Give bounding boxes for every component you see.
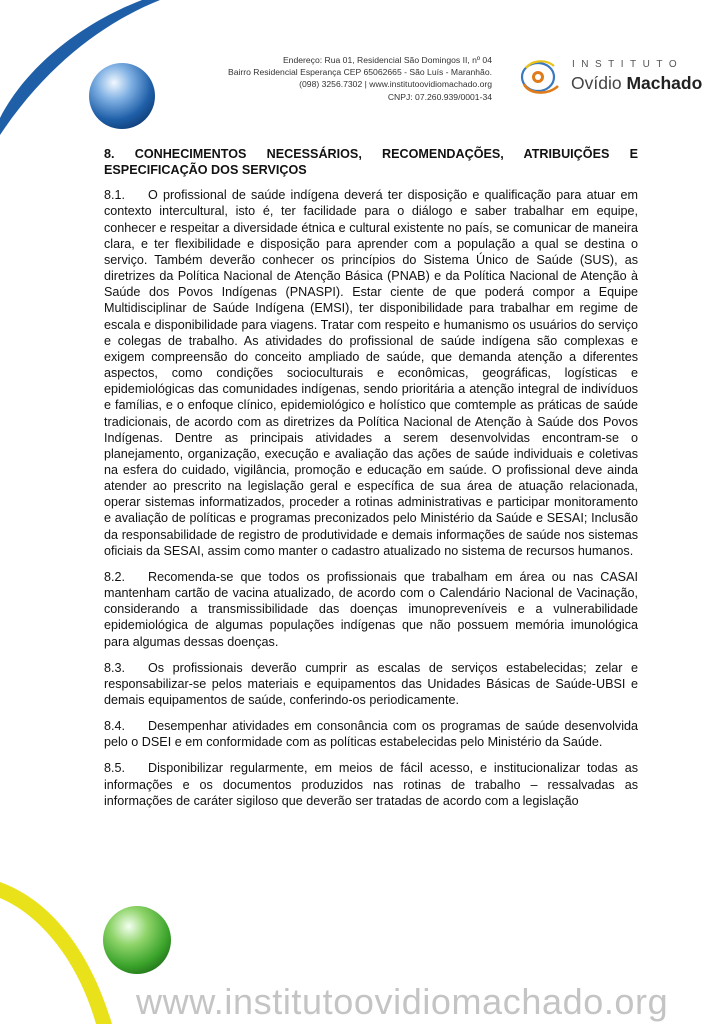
cnpj-line: CNPJ: 07.260.939/0001-34 bbox=[387, 91, 492, 102]
section-title: 8. CONHECIMENTOS NECESSÁRIOS, RECOMENDAÇÕES, ATRIBUIÇÕES E ESPECIFICAÇÃO DOS SERVIÇOS bbox=[104, 147, 638, 178]
orbit-logo-icon bbox=[516, 56, 568, 96]
header-address bbox=[132, 54, 492, 103]
paragraph-8-1 bbox=[104, 187, 638, 559]
paragraph-8-2 bbox=[104, 569, 638, 650]
paragraph-number: 8.5. bbox=[104, 761, 126, 776]
address-line: Bairro Residencial Esperança CEP 65062665 - São Luís - Maranhão. bbox=[227, 67, 492, 78]
paragraph-text: Desempenhar atividades em consonância com os programas de saúde desenvolvida pelo o DSEI e em conformidade com as políticas estabelecidas pelo Ministério da Saúde. bbox=[104, 719, 638, 750]
paragraph-number: 8.2. bbox=[104, 569, 126, 584]
paragraph-8-5 bbox=[104, 760, 638, 808]
logo-name-first: Ovídio bbox=[571, 73, 622, 93]
logo-top-text: INSTITUTO bbox=[572, 59, 684, 70]
footer-url: www.institutoovidiomachado.org bbox=[136, 981, 669, 1022]
paragraph-number: 8.4. bbox=[104, 719, 126, 734]
paragraph-number: 8.3. bbox=[104, 660, 126, 675]
paragraph-text: O profissional de saúde indígena deverá ter disposição e qualificação para atuar em contexto intercultural, isto é, ter facilidade para o diálogo e saber trabalhar em equipe, conhecer e respeitar a diversidade étnica e cultural existente no país, se comunicar de maneira clara, e ter flexibilidade e disposição para aprender com a população a qual se destina o serviço. Também deverão conhecer os princípios do Sistema Único de Saúde (SUS), as diretrizes da Política Nacional de Atenção Básica (PNAB) e da Política Nacional de Atenção à Saúde dos Povos Indígenas (PNASPI). Estar ciente de que poderá compor a Equipe Multidisciplinar de Saúde Indígena (EMSI), ter disponibilidade para trabalhar em regime de escala e disponibilidade para viagens. Tratar com respeito e humanismo os usuários do serviço e colegas de trabalho. As atividades do profissional de saúde indígena são complexas e exigem compreensão do conceito ampliado de saúde, que demanda atenção a diferentes aspectos, como condições socioculturais e econômicas, geográficas, logísticas e epidemiológicas das comunidades indígenas, sendo prioritária a atenção integral de indivíduos e famílias, e o enfoque clínico, epidemiológico e holístico que comtemple as práticas de saúde tradicionais, de acordo com as diretrizes da Política Nacional de Atenção à Saúde dos Povos Indígenas. Dentre as principais atividades a serem desenvolvidas encontram-se o planejamento, organização, execução e avaliação das ações de saúde individuais e coletivas na esfera do cuidado, vigilância, promoção e educação em saúde. O profissional deve ainda atender ao prescrito na legislação geral e específica de sua área de atuação relacionada, operar sistemas informatizados, proceder a rotinas administrativas e participar monitoramento e avaliação de políticas e programas preconizados pelo Ministério da Saúde e SESAI; Inclusão da responsabilidade de registro de produtividade e demais informações de saúde nos sistemas oficiais da SESAI, assim como manter o cadastro atualizado no sistema de recursos humanos. bbox=[104, 188, 638, 558]
logo-name-last: Machado bbox=[626, 73, 703, 93]
address-line: Endereço: Rua 01, Residencial São Domingos II, nº 04 bbox=[282, 55, 492, 65]
document-content bbox=[104, 146, 638, 819]
paragraph-8-4 bbox=[104, 718, 638, 750]
paragraph-text: Disponibilizar regularmente, em meios de fácil acesso, e institucionalizar todas as informações e os documentos produzidos nas rotinas de trabalho – ressalvadas as informações de caráter sigiloso que deverão ser tratadas de acordo com a legislação bbox=[104, 761, 638, 808]
paragraph-text: Os profissionais deverão cumprir as escalas de serviços estabelecidas; zelar e responsabilizar-se pelos materiais e equipamentos das Unidades Básicas de Saúde-UBSI e demais equipamentos de saúde, conferindo-os periodicamente. bbox=[104, 660, 638, 707]
paragraph-text: Recomenda-se que todos os profissionais que trabalham em área ou nas CASAI mantenham cartão de vacina atualizado, de acordo com o Calendário Nacional de Vacinação, considerando a transmissibilidade das doenças imunopreveníveis e a vulnerabilidade epidemiológica de algumas populações indígenas que não possuem memória imunológica para algumas dessas doenças. bbox=[104, 569, 638, 649]
logo-name bbox=[571, 73, 702, 94]
contact-line: (098) 3256.7302 | www.institutoovidiomachado.org bbox=[299, 79, 492, 90]
institute-logo bbox=[516, 54, 703, 100]
paragraph-8-3 bbox=[104, 660, 638, 708]
paragraph-number: 8.1. bbox=[104, 188, 126, 203]
